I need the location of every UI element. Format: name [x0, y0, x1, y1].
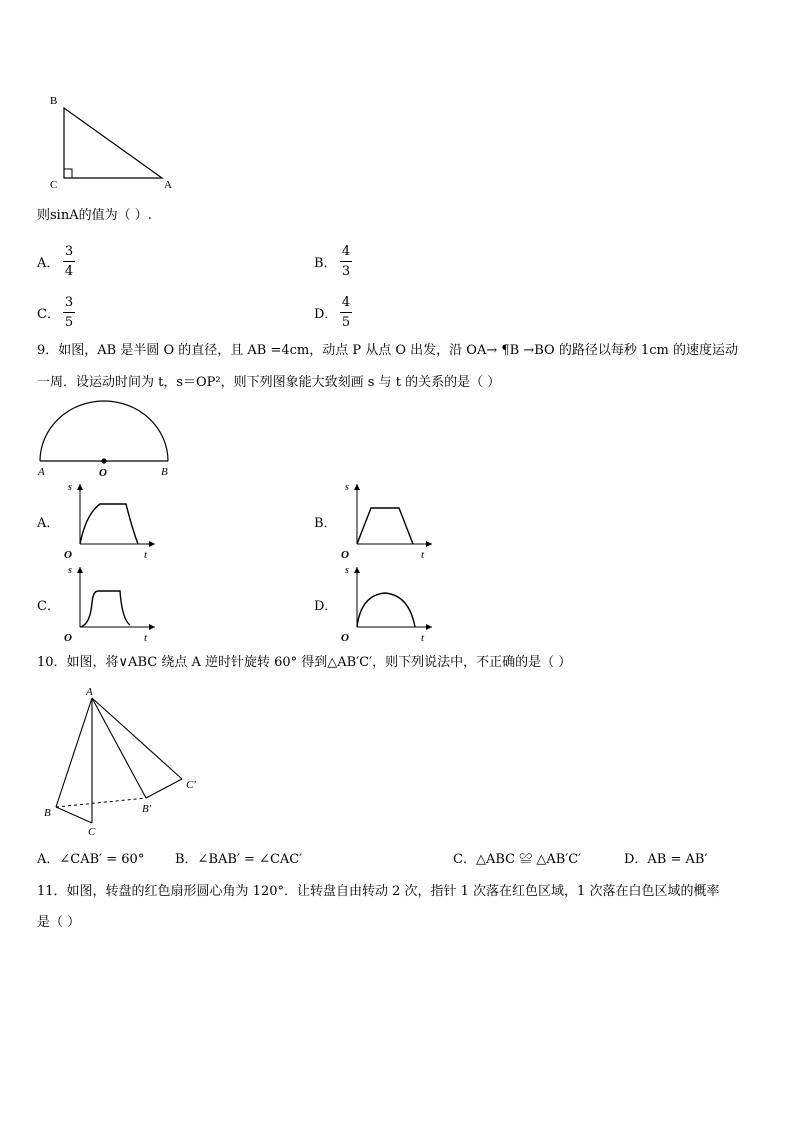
- q8-option-b-fraction: 4 3: [341, 244, 351, 279]
- right-triangle-figure: [40, 90, 190, 195]
- q9-graph-a: [60, 478, 160, 564]
- q9-graph-d: [337, 561, 437, 647]
- q8-option-a-fraction: 3 4: [64, 244, 74, 279]
- q9-option-c-letter: C．: [37, 599, 60, 614]
- vertex-c-label: C: [50, 179, 58, 191]
- rotation-triangles-figure: [36, 684, 216, 840]
- q8-stem: 则sinA的值为（ ）.: [37, 208, 152, 223]
- point-o-label: O: [99, 467, 107, 479]
- vertex-b-label: B: [50, 95, 58, 107]
- s-axis-label: s: [68, 565, 72, 576]
- q8-option-d-letter: D．: [314, 307, 338, 322]
- q10-option-c: C．△ABC ≌ △AB′C′: [453, 852, 582, 867]
- q8-option-a-letter: A．: [37, 256, 60, 271]
- t-axis-label: t: [144, 549, 148, 561]
- point-b-label: B: [161, 466, 168, 478]
- t-axis-label: t: [421, 632, 425, 644]
- s-axis-label: s: [345, 565, 349, 576]
- t-axis-label: t: [144, 632, 148, 644]
- q10-option-d: D．AB = AB′: [624, 852, 708, 867]
- q9-graph-c: [60, 561, 160, 647]
- origin-label: O: [341, 632, 349, 644]
- semicircle-figure: [34, 398, 174, 480]
- q10-option-b: B．∠BAB′ = ∠CAC′: [175, 852, 303, 867]
- q8-option-b-letter: B．: [314, 256, 337, 271]
- q9-option-d-letter: D．: [314, 599, 338, 614]
- point-a-label: A: [38, 466, 45, 478]
- origin-label: O: [64, 549, 72, 561]
- q10-stem: 10．如图，将∨ABC 绕点 A 逆时针旋转 60° 得到△AB′C′，则下列说法中，不正确的是（ ）: [37, 655, 572, 670]
- origin-label: O: [341, 549, 349, 561]
- q8-option-c-fraction: 3 5: [64, 295, 74, 330]
- t-axis-label: t: [421, 549, 425, 561]
- q8-option-c-letter: C．: [37, 307, 60, 322]
- vertex-b-prime-label: B′: [142, 803, 152, 815]
- q9-graph-b: [337, 478, 437, 564]
- vertex-b-label: B: [44, 807, 51, 819]
- q9-stem-line1: 9．如图，AB 是半圆 O 的直径，且 AB =4cm，动点 P 从点 O 出发，沿 OA→ ¶B →BO 的路径以每秒 1cm 的速度运动: [37, 343, 738, 358]
- q8-option-d-fraction: 4 5: [341, 295, 351, 330]
- vertex-c-prime-label: C′: [186, 779, 196, 791]
- s-axis-label: s: [68, 482, 72, 493]
- vertex-a-label: A: [86, 686, 93, 698]
- vertex-c-label: C: [88, 826, 96, 838]
- q9-stem-line2: 一周．设运动时间为 t，s＝OP²，则下列图象能大致刻画 s 与 t 的关系的是（ ）: [37, 375, 501, 390]
- origin-label: O: [64, 632, 72, 644]
- q10-option-a: A．∠CAB′ = 60°: [37, 852, 145, 867]
- q9-option-b-letter: B．: [314, 516, 337, 531]
- q9-option-a-letter: A．: [37, 516, 60, 531]
- s-axis-label: s: [345, 482, 349, 493]
- q11-stem-line1: 11．如图，转盘的红色扇形圆心角为 120°．让转盘自由转动 2 次，指针 1 次落在红色区域，1 次落在白色区域的概率: [37, 884, 720, 899]
- q11-stem-line2: 是（ ）: [37, 915, 81, 930]
- vertex-a-label: A: [164, 179, 172, 191]
